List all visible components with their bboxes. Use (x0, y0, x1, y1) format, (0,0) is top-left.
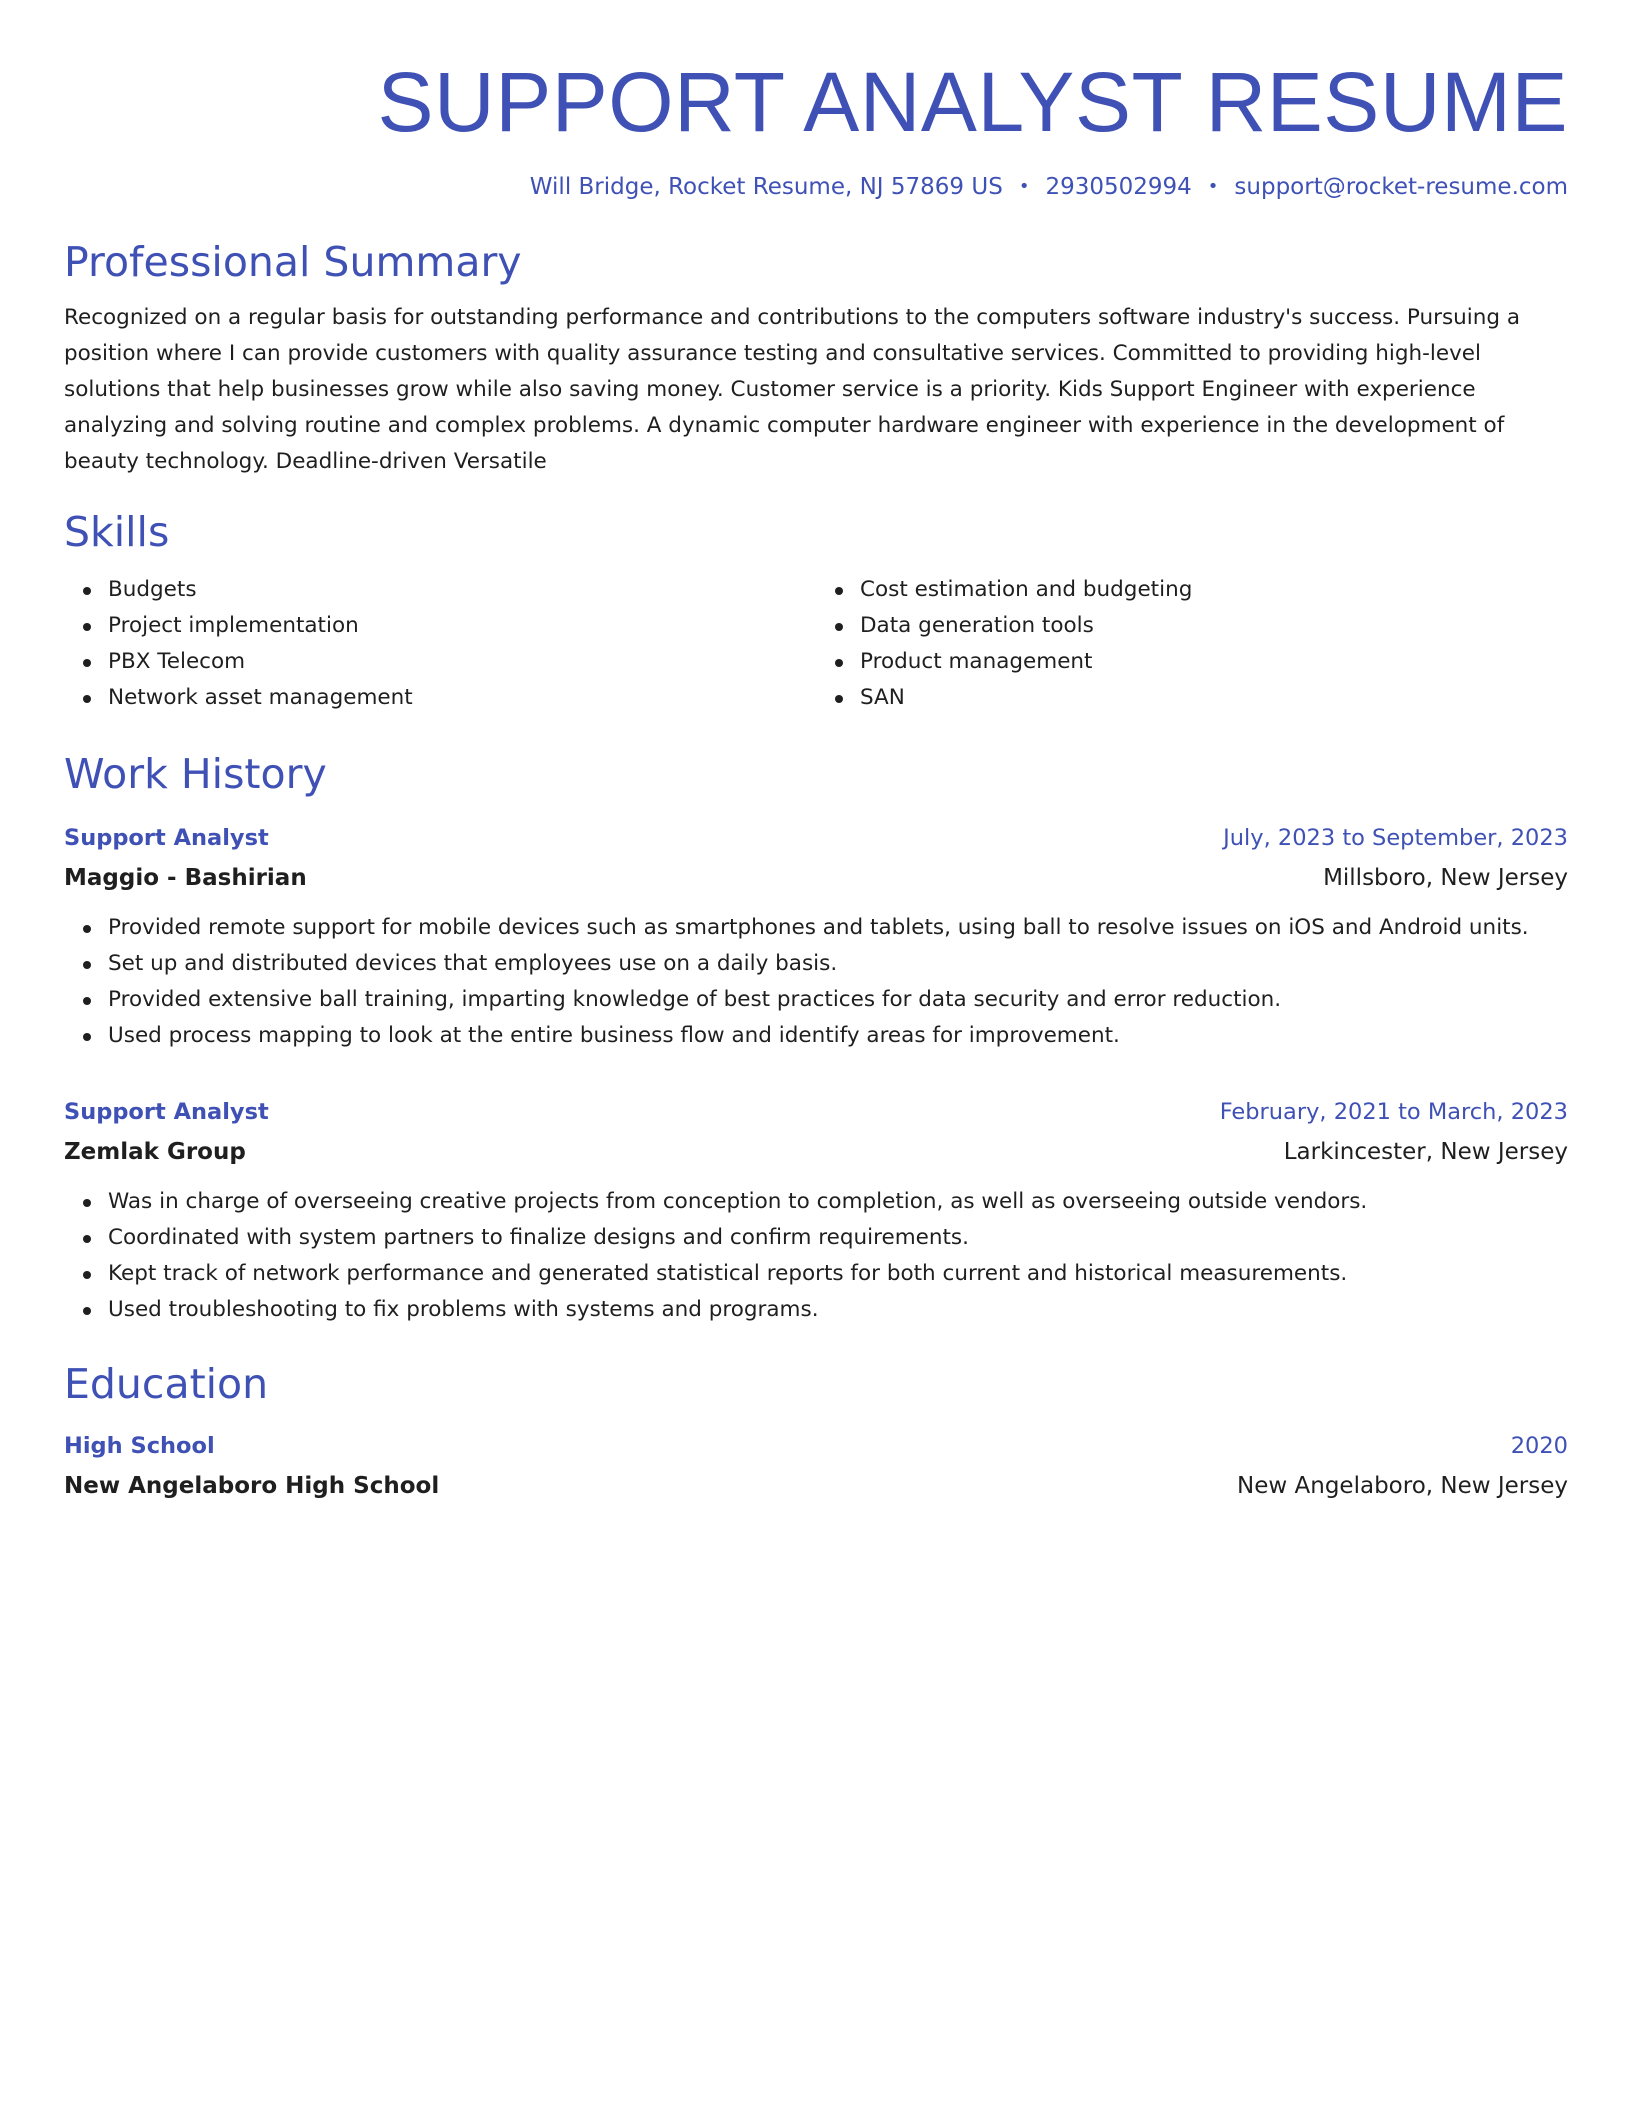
skills-grid (64, 572, 1568, 716)
education-school-row (64, 1464, 1568, 1504)
job-role: Support Analyst (64, 825, 269, 851)
skill-item: SAN (860, 680, 1568, 716)
work-history-section (64, 746, 1568, 1328)
job-bullet: Was in charge of overseeing creative projects from conception to completion, as well as overseeing outside vendors. (108, 1184, 1568, 1220)
skill-item: Data generation tools (860, 608, 1568, 644)
job-location: Larkincester, New Jersey (1283, 1139, 1568, 1165)
section-heading-work: Work History (64, 750, 327, 798)
job-bullet: Provided extensive ball training, imparting knowledge of best practices for data security and error reduction. (108, 982, 1568, 1018)
job-title-row (64, 820, 1568, 856)
section-heading-education: Education (64, 1360, 269, 1408)
job-bullets (64, 910, 1568, 1054)
job-company-row (64, 1130, 1568, 1170)
job-company: Zemlak Group (64, 1139, 246, 1165)
skill-item: PBX Telecom (108, 644, 816, 680)
job-dates: July, 2023 to September, 2023 (1223, 825, 1568, 851)
job-bullet: Set up and distributed devices that employees use on a daily basis. (108, 946, 1568, 982)
contact-separator: • (1018, 176, 1030, 197)
resume-title: SUPPORT ANALYST RESUME (377, 55, 1568, 149)
resume-header (64, 50, 1568, 204)
job-bullet: Used troubleshooting to fix problems with systems and programs. (108, 1292, 1568, 1328)
job-title-row (64, 1094, 1568, 1130)
job-bullet: Kept track of network performance and generated statistical reports for both current and historical measurements. (108, 1256, 1568, 1292)
education-section (64, 1356, 1568, 1504)
job-bullets (64, 1184, 1568, 1328)
skill-item: Cost estimation and budgeting (860, 572, 1568, 608)
skill-item: Budgets (108, 572, 816, 608)
job-entry (64, 820, 1568, 1054)
job-bullet: Used process mapping to look at the entire business flow and identify areas for improvement. (108, 1018, 1568, 1054)
job-company: Maggio - Bashirian (64, 865, 307, 891)
job-dates: February, 2021 to March, 2023 (1219, 1099, 1568, 1125)
job-entry (64, 1094, 1568, 1328)
education-year: 2020 (1510, 1433, 1568, 1459)
summary-text: Recognized on a regular basis for outstanding performance and contributions to the computers software industry's success. Pursuing a position where I can provide customers with quality assurance testing and consultative services. Committed to providing high-level solutions that help businesses grow while also saving money. Customer service is a priority. Kids Support Engineer with experience analyzing and solving routine and complex problems. A dynamic computer hardware engineer with experience in the development of beauty technology. Deadline-driven Versatile (64, 305, 1521, 474)
education-location: New Angelaboro, New Jersey (1237, 1473, 1568, 1499)
skill-item: Product management (860, 644, 1568, 680)
section-heading-summary: Professional Summary (64, 238, 522, 286)
education-degree: High School (64, 1433, 215, 1459)
contact-line (64, 170, 1568, 204)
contact-phone: 2930502994 (1045, 174, 1192, 200)
education-entry (64, 1428, 1568, 1504)
professional-summary-section (64, 234, 1568, 480)
job-company-row (64, 856, 1568, 896)
contact-address: Will Bridge, Rocket Resume, NJ 57869 US (529, 174, 1003, 200)
contact-separator: • (1207, 176, 1219, 197)
job-bullet: Coordinated with system partners to finalize designs and confirm requirements. (108, 1220, 1568, 1256)
skills-column-right (816, 572, 1568, 716)
skill-item: Network asset management (108, 680, 816, 716)
education-school: New Angelaboro High School (64, 1473, 440, 1499)
contact-email[interactable]: support@rocket-resume.com (1234, 174, 1568, 200)
skill-item: Project implementation (108, 608, 816, 644)
job-location: Millsboro, New Jersey (1323, 865, 1568, 891)
job-bullet: Provided remote support for mobile devices such as smartphones and tablets, using ball to resolve issues on iOS and Android units. (108, 910, 1568, 946)
skills-section (64, 504, 1568, 716)
section-heading-skills: Skills (64, 508, 170, 556)
education-title-row (64, 1428, 1568, 1464)
job-role: Support Analyst (64, 1099, 269, 1125)
skills-column-left (64, 572, 816, 716)
